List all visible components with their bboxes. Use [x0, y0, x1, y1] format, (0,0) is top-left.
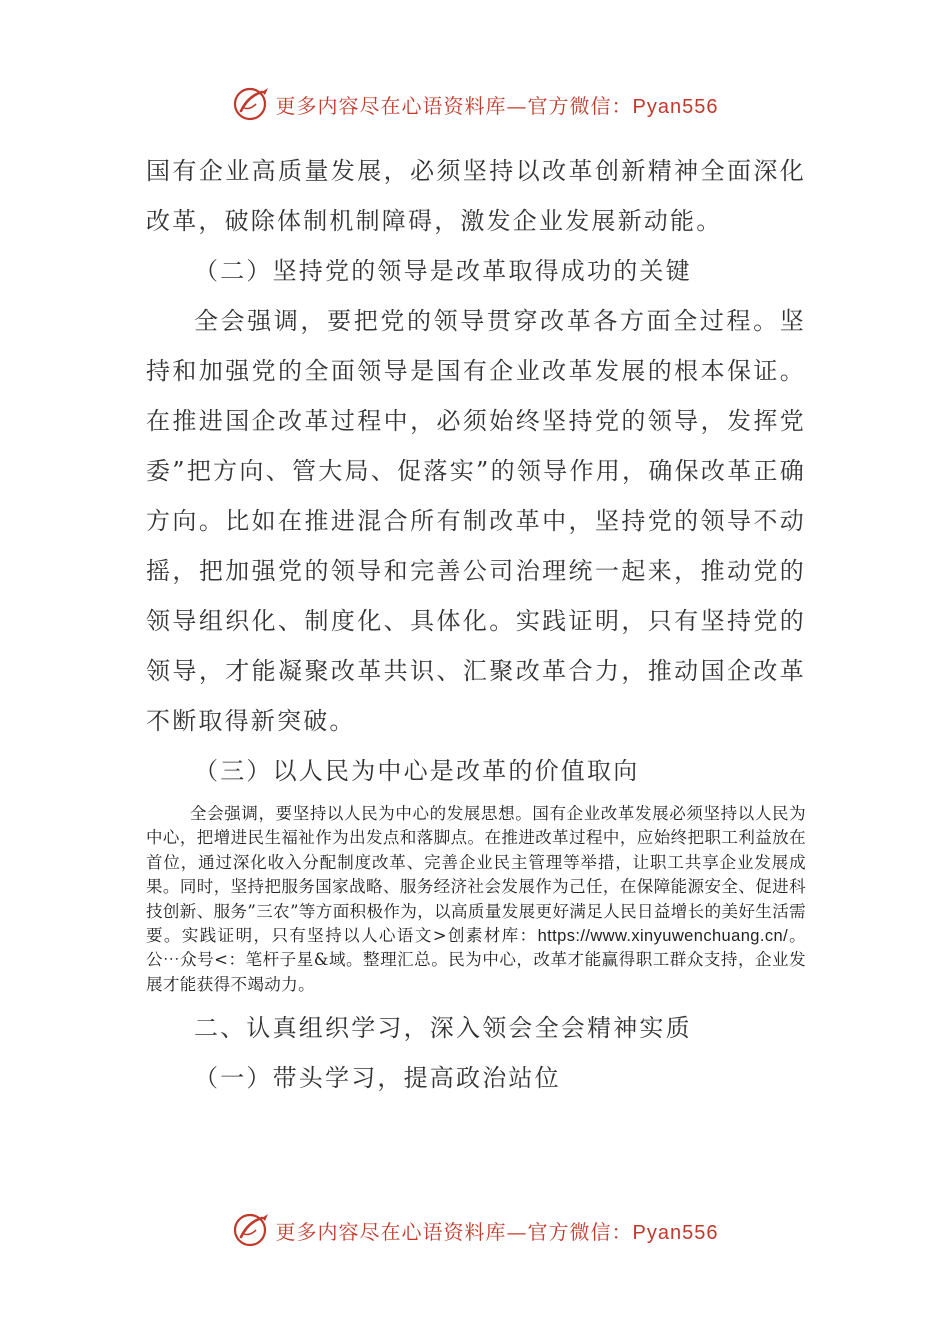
footer-wechat-label: 官方微信： [527, 1219, 633, 1244]
paragraph-3 [146, 802, 806, 997]
heading-3: （三）以人民为中心是改革的价值取向 [194, 757, 640, 785]
section-heading-2: 二、认真组织学习，深入领会全会精神实质 [194, 1014, 692, 1043]
paragraph-2: 全会强调，要把党的领导贯穿改革各方面全过程。坚持和加强党的全面领导是国有企业改革发展的根本保证。在推进国企改革过程中，必须始终坚持党的领导，发挥党委”把方向、管大局、促落实”的领导作用，确保改革正确方向。比如在推进混合所有制改革中，坚持党的领导不动摇，把加强党的领导和完善公司治理统一起来，推动党的领导组织化、制度化、具体化。实践证明，只有坚持党的领导，才能凝聚改革共识、汇聚改革合力，推动国企改革不断取得新突破。 [146, 307, 806, 735]
paragraph-3-url: https://www.xinyuwenchuang.cn/ [537, 927, 789, 946]
heading-2: （二）坚持党的领导是改革取得成功的关键 [194, 257, 692, 285]
footer-text [276, 1216, 719, 1245]
header-wechat-label: 官方微信： [527, 93, 633, 118]
header-title: 更多内容尽在心语资料库 [275, 93, 507, 118]
footer-separator: — [506, 1219, 528, 1244]
paragraph-3-part1: 全会强调，要坚持以人民为中心的发展思想。国有企业改革发展必须坚持以人民为中心，把增进民生福祉作为出发点和落脚点。在推进改革过程中，应始终把职工利益放在首位，通过深化收入分配制度改革、完善企业民主管理等举措，让职工共享企业发展成果。同时，坚持把服务国家战略、服务经济社会发展作为己任，在保障能源安全、促进科技创新、服务”三农”等方面积极作为，以高质量发展更好满足人民日益增长的美好生活需要。实践证明，只有坚持以人心语文>创素材库： [146, 804, 806, 946]
header-banner [0, 82, 950, 126]
header-text [276, 90, 719, 119]
paragraph-1: 国有企业高质量发展，必须坚持以改革创新精神全面深化改革，破除体制机制障碍，激发企业发展新动能。 [146, 157, 806, 235]
pen-logo-icon [232, 84, 272, 124]
document-body [146, 146, 806, 1103]
paragraph-3-part2: 。公⋯众号<：笔杆子星&域。整理汇总。民为中心，改革才能赢得职工群众支持，企业发展才能获得不竭动力。 [146, 926, 806, 994]
pen-logo-icon [232, 1210, 272, 1250]
footer-title: 更多内容尽在心语资料库 [275, 1219, 507, 1244]
footer-wechat-id: Pyan556 [632, 1221, 719, 1244]
heading-2-1: （一）带头学习，提高政治站位 [194, 1064, 561, 1093]
header-wechat-id: Pyan556 [632, 95, 719, 118]
footer-banner [0, 1208, 950, 1252]
header-separator: — [506, 93, 528, 118]
